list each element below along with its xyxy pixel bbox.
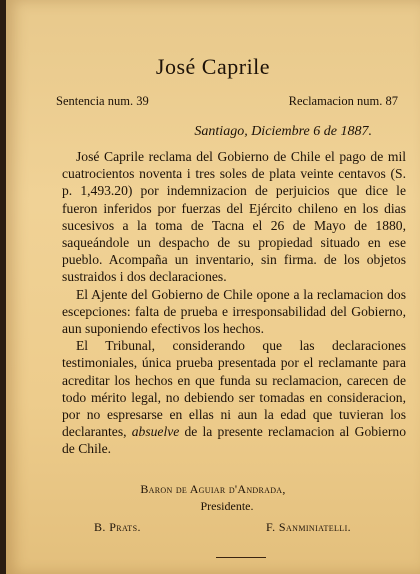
document-body xyxy=(62,148,406,458)
paragraph-ruling xyxy=(62,337,406,457)
document-page xyxy=(6,0,420,574)
paragraph-claim: José Caprile reclama del Gobierno de Chile el pago de mil cuatrocientos noventa i tres soles de plata veinte centavos (S. p. 1,493.20) por indemnizacion de perjuicios que dice le fueron inferidos por fuerzas del Ejército chileno en los dias sucesivos a la toma de Tacna el 26 de Mayo de 1880, saqueándole un despacho de su propiedad situado en ese pueblo. Acompaña un inventario, sin firma. de los objetos sustraidos i dos declaraciones. xyxy=(62,149,406,285)
date-line: Santiago, Diciembre 6 de 1887. xyxy=(194,124,372,139)
ruling-text-part1: El Tribunal, considerando que las declaraciones testimoniales, única prueba presentada por el reclamante para acreditar los hechos en que funda su reclamacion, carecen de todo mérito legal, no debiendo ser tomadas en consideracion, por no espresarse en ellas ni aun la edad que tuvieran los declarantes, xyxy=(62,338,406,440)
signature-left: B. Prats. xyxy=(94,520,141,534)
ruling-text-part2: de la presente reclamacion al Gobierno de Chile. xyxy=(62,424,406,457)
sentencia-number: Sentencia num. 39 xyxy=(56,94,149,108)
ruling-verdict: absuelve xyxy=(131,424,180,440)
paragraph-defense: El Ajente del Gobierno de Chile opone a la reclamacion dos escepciones: falta de prueba e irresponsabilidad del Gobierno, aun suponiendo efectivos los hechos. xyxy=(62,286,406,337)
signature-right: F. Sanminiatelli. xyxy=(266,520,352,534)
signature-president: Baron de Aguiar d'Andrada, xyxy=(140,482,286,496)
page-title: José Caprile xyxy=(155,54,271,79)
reclamacion-number: Reclamacion num. 87 xyxy=(288,94,398,108)
signature-president-role: Presidente. xyxy=(200,499,254,513)
closing-rule xyxy=(216,557,266,558)
